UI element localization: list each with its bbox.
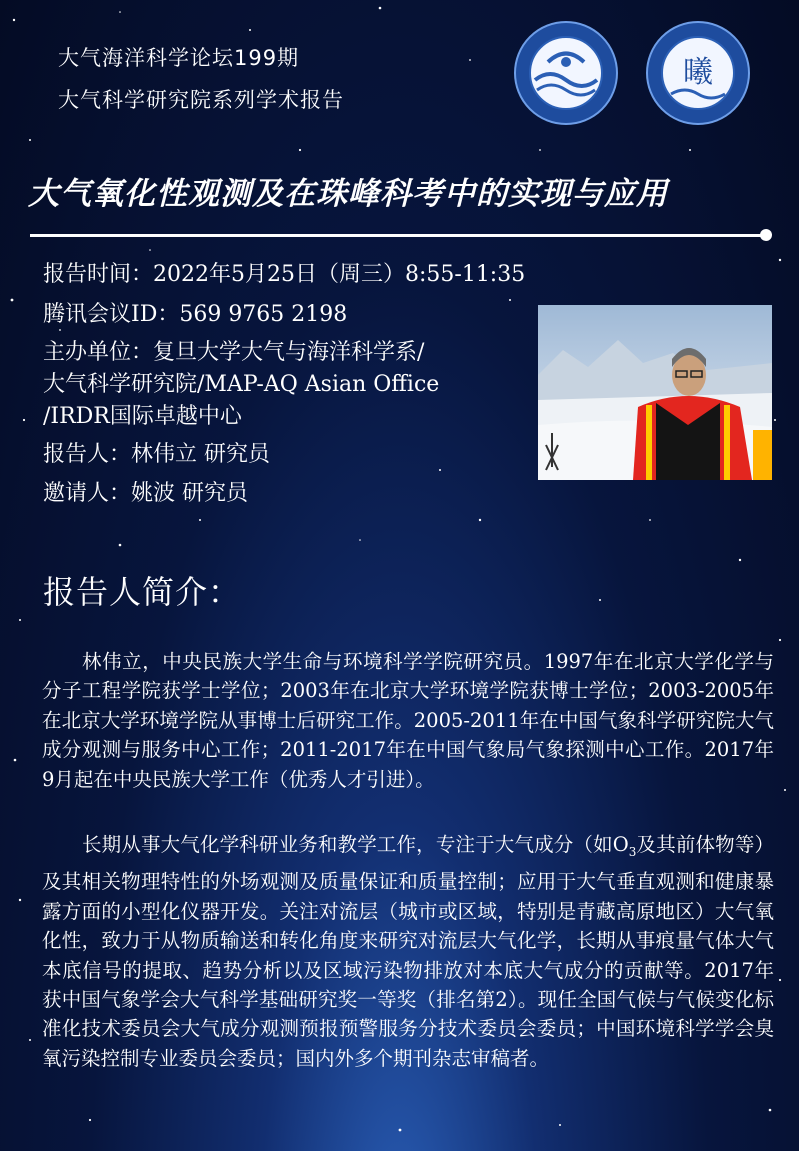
- meeting-id: 腾讯会议ID：569 9765 2198: [43, 302, 348, 327]
- seal-icon: [513, 20, 619, 126]
- talk-title: 大气氧化性观测及在珠峰科考中的实现与应用: [28, 176, 668, 212]
- bio-paragraph-2-part-2: 及其前体物等）及其相关物理特性的外场观测及质量保证和质量控制；应用于大气垂直观测和健康暴露方面的小型化仪器开发。关注对流层（城市或区域，特别是青藏高原地区）大气氧化性，致力于从物质输送和转化角度来研究对流层大气化学，长期从事痕量气体大气本底信号的提取、趋势分析以及区域污染物排放对本底大气成分的贡献等。2017年获中国气象学会大气科学基础研究奖一等奖（排名第2）。现任全国气候与气候变化标准化技术委员会大气成分观测预报预警服务分技术委员会委员；中国环境科学学会臭氧污染控制专业委员会委员；国内外多个期刊杂志审稿者。: [42, 833, 774, 1070]
- host-line-3: /IRDR国际卓越中心: [43, 404, 242, 429]
- seal-icon: [645, 20, 751, 126]
- speaker-photo: [538, 305, 772, 480]
- bio-paragraph-2: [42, 830, 774, 1073]
- host-line-1: 主办单位：复旦大学大气与海洋科学系/: [43, 340, 425, 365]
- host-line-2: 大气科学研究院/MAP-AQ Asian Office: [43, 372, 440, 397]
- title-divider: [30, 234, 768, 237]
- bio-paragraph-1: 林伟立，中央民族大学生命与环境科学学院研究员。1997年在北京大学化学与分子工程学院获学士学位；2003年在北京大学环境学院获博士学位；2003-2005年在北京大学环境学院从事博士后研究工作。2005-2011年在中国气象科学研究院大气成分观测与服务中心工作；2011-2017年在中国气象局气象探测中心工作。2017年9月起在中央民族大学工作（优秀人才引进）。: [42, 650, 774, 791]
- bio-paragraph-2-part-1: 长期从事大气化学科研业务和教学工作，专注于大气成分（如O: [82, 833, 629, 856]
- forum-series-label: 大气海洋科学论坛199期: [58, 46, 300, 70]
- seal-mark: 曦: [683, 55, 713, 90]
- lecture-series-label: 大气科学研究院系列学术报告: [58, 88, 344, 112]
- bio-heading: 报告人简介：: [43, 573, 242, 611]
- speaker: 报告人：林伟立 研究员: [43, 442, 270, 467]
- ozone-subscript: 3: [628, 844, 637, 859]
- inviter: 邀请人：姚波 研究员: [43, 481, 248, 506]
- divider-dot: [760, 229, 772, 241]
- talk-time: 报告时间：2022年5月25日（周三）8:55-11:35: [43, 262, 526, 287]
